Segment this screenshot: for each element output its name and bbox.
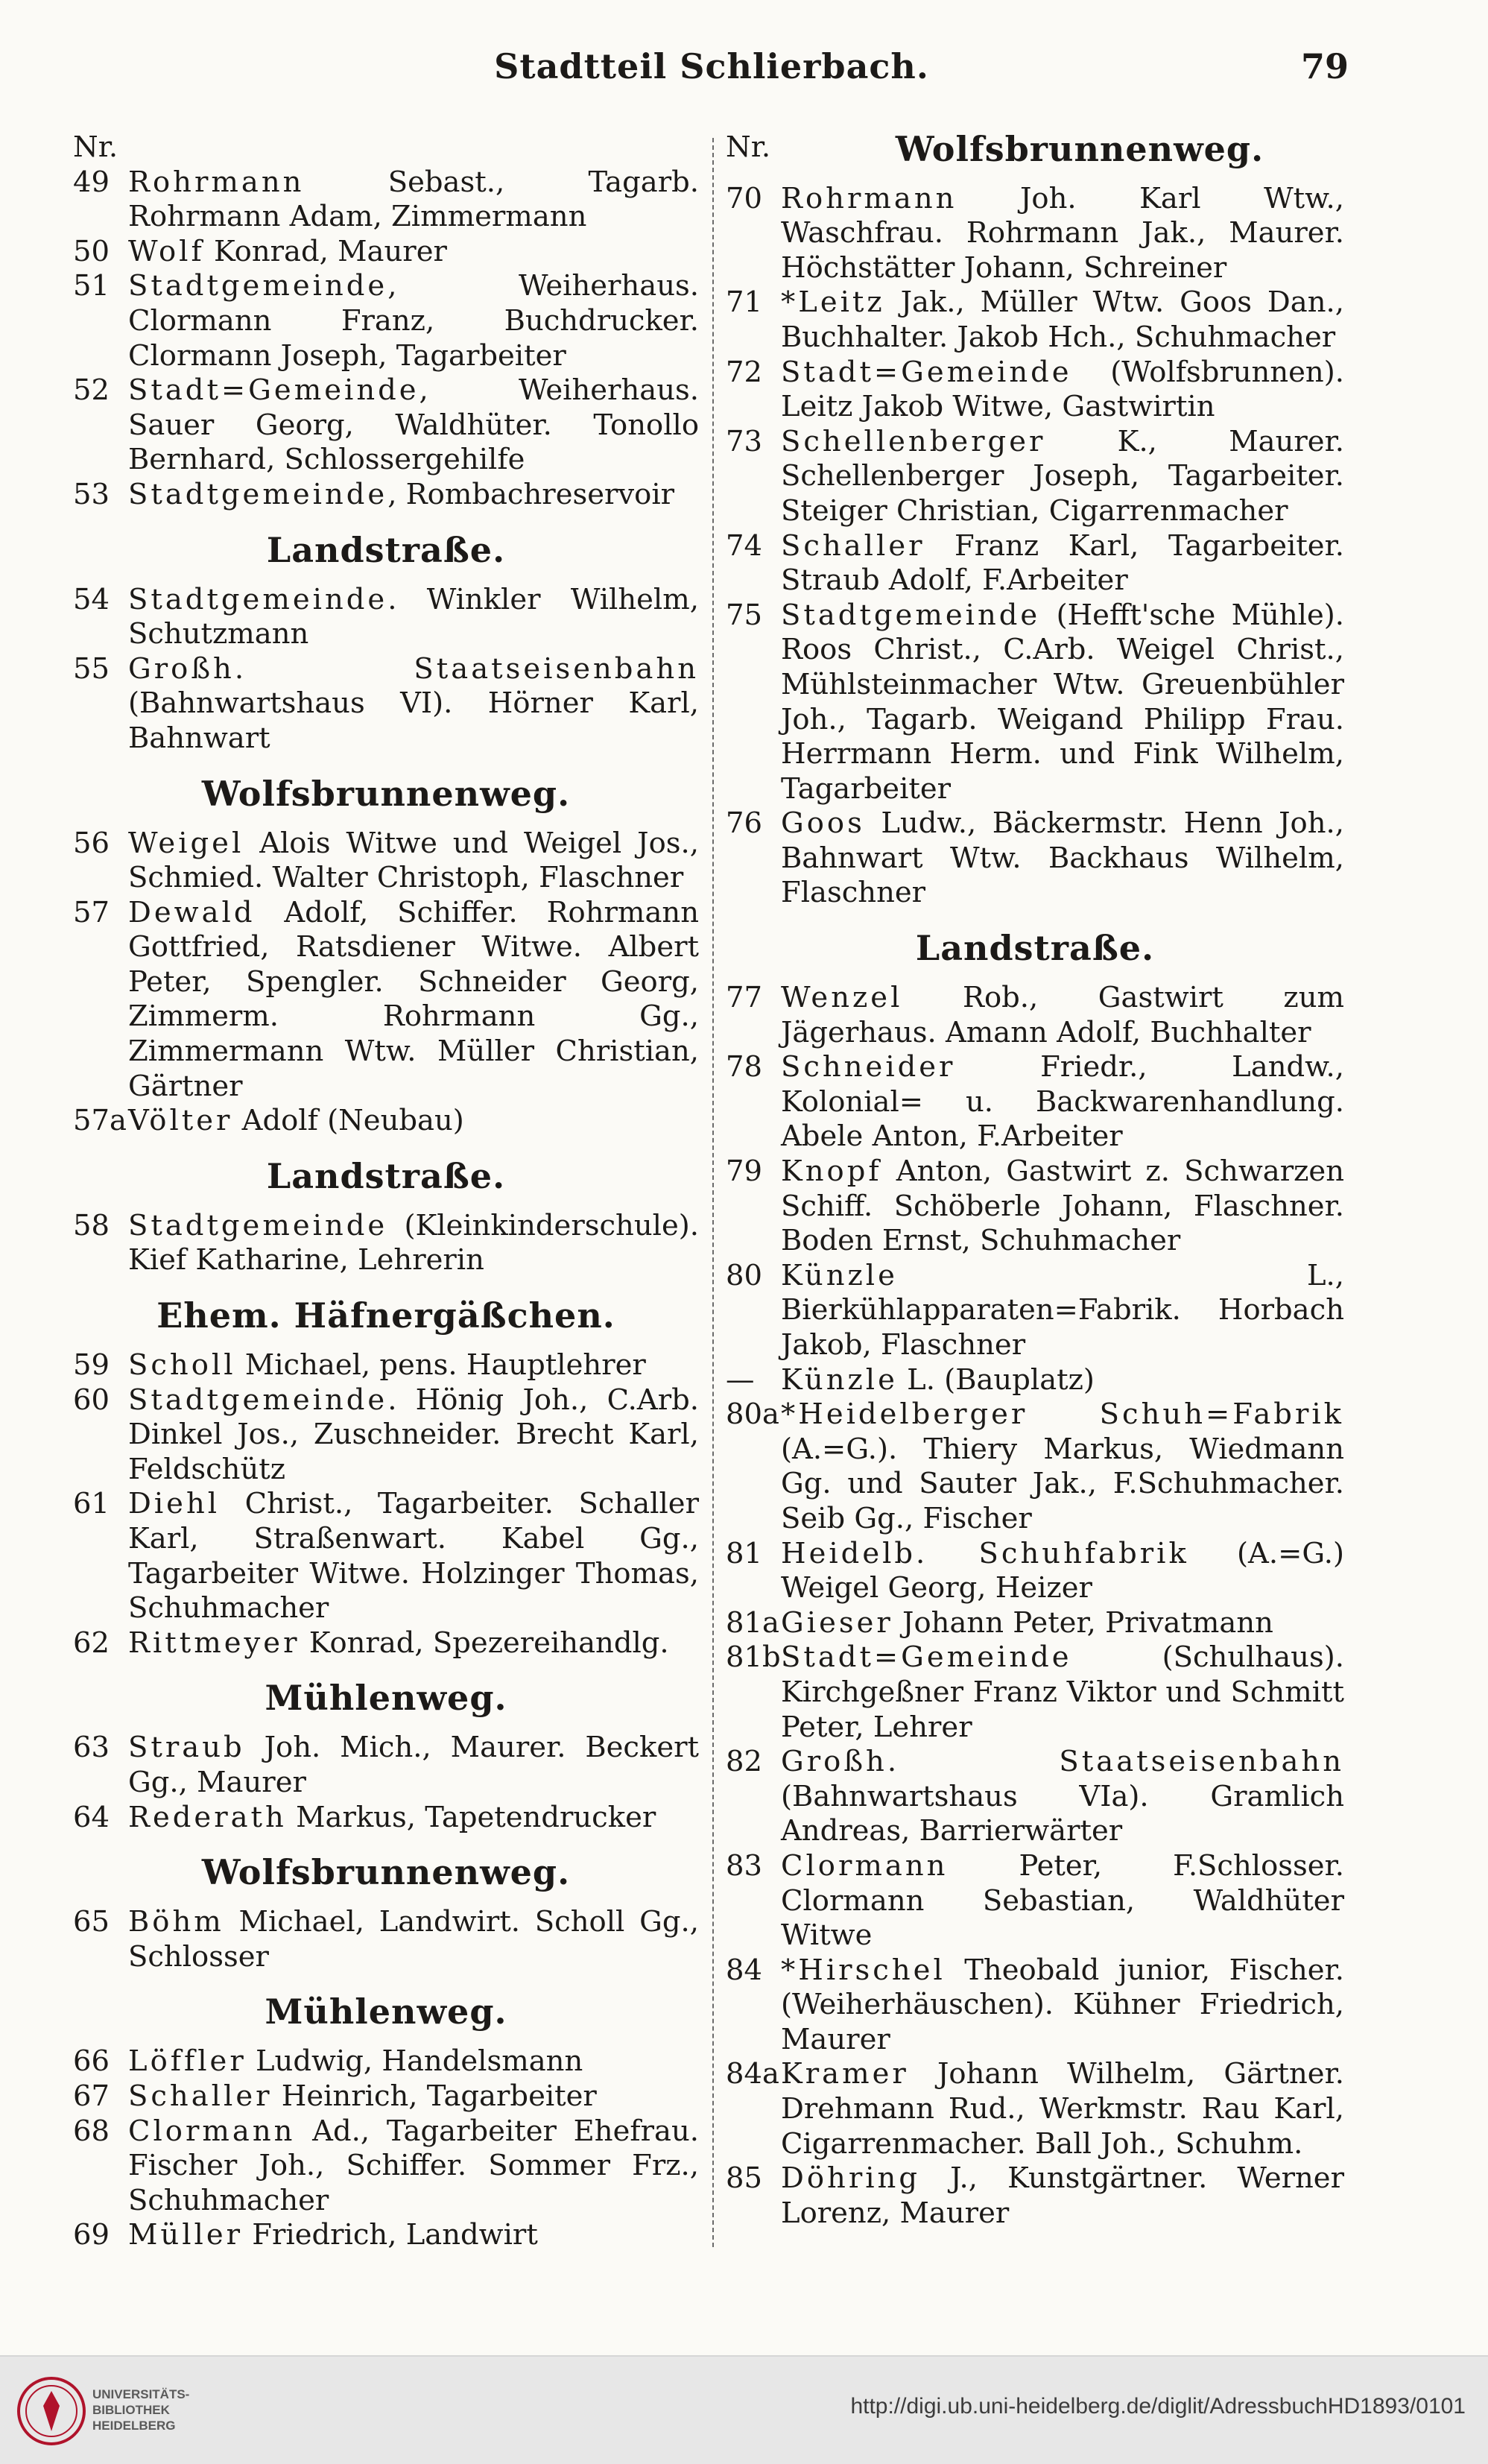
entry-text: (Wolfsbrunnen). Leitz Jakob Witwe, Gastwirtin [781,355,1344,424]
house-number: 52 [73,373,110,408]
owner-name: Stadtgemeinde [128,269,388,303]
address-entry [73,1209,699,1278]
address-entry [73,1801,699,1836]
house-number: 81a [726,1605,779,1640]
house-number: 66 [73,2044,110,2079]
entry-text: Adolf (Neubau) [232,1104,464,1138]
address-entry [726,1363,1344,1398]
entry-text: , Weiherhaus. Sauer Georg, Waldhüter. Tonollo Bernhard, Schlossergehilfe [128,373,699,477]
running-head [75,46,1349,98]
house-number: 72 [726,355,762,389]
house-number: 63 [73,1731,110,1765]
owner-name: Schneider [781,1050,956,1084]
street-heading: Landstraße. [266,1155,506,1196]
entry-text: Franz Karl, Tagarbeiter. Straub Adolf, F.Arbeiter [781,528,1344,598]
address-entry [726,1849,1344,1953]
address-entry [726,182,1344,286]
house-number: 77 [726,981,762,1015]
owner-name: Künzle [781,1258,898,1292]
house-number: 54 [73,582,110,616]
entry-text: . Hönig Joh., C.Arb. Dinkel Jos., Zuschneider. Brecht Karl, Feldschütz [128,1383,699,1486]
house-number: 57a [73,1104,127,1138]
house-number: 83 [726,1848,762,1883]
owner-name: Clormann [781,1848,949,1883]
entry-text: J., Kunstgärtner. Werner Lorenz, Maurer [781,2161,1344,2230]
house-number: 51 [73,269,110,303]
entry-text: Friedrich, Landwirt [243,2218,538,2252]
address-entry [726,356,1344,425]
owner-name: Rohrmann [781,181,957,215]
house-number: 53 [73,477,110,511]
owner-name: Gieser [781,1605,893,1640]
logo-line: HEIDELBERG [92,2419,176,2433]
owner-name: Weigel [128,826,244,860]
address-entry [726,285,1344,355]
address-entry [726,1745,1344,1849]
entry-text: (A.=G.) Weigel Georg, Heizer [781,1536,1344,1605]
address-entry [73,478,699,513]
entry-text: Peter, F.Schlosser. Clormann Sebastian, Waldhüter Witwe [781,1848,1344,1953]
university-seal-icon [16,2376,86,2446]
owner-name: Stadtgemeinde [128,582,388,616]
address-entry [73,1905,699,1974]
entry-text: (Bahnwartshaus VI). Hörner Karl, Bahnwart [128,686,699,755]
address-entry [726,1050,1344,1154]
house-number: 82 [726,1745,762,1779]
page-number: 79 [1300,46,1349,86]
entry-text: Ludw., Bäckermstr. Henn Joh., Bahnwart Wtw. Backhaus Wilhelm, Flaschner [781,806,1344,910]
nr-column-label: Nr. [726,130,771,164]
address-entry [73,652,699,756]
address-entry [73,1104,699,1139]
owner-name: Scholl [128,1348,236,1383]
entry-text: Konrad, Maurer [204,234,447,268]
entry-text: Rob., Gastwirt zum Jägerhaus. Amann Adolf, Buchhalter [781,981,1344,1049]
owner-name: Dewald [128,895,256,929]
address-entry [726,598,1344,807]
owner-name: Döhring [781,2161,921,2196]
entry-text: (Hefft'sche Mühle). Roos Christ., C.Arb. Weigel Christ., Mühlsteinmacher Wtw. Greuenbühler Joh., Tagarb. Weigand Philipp Frau. Herrmann Herm. und Fink Wilhelm, Tagarbeiter [781,598,1344,806]
address-entry [726,425,1344,529]
house-number: 60 [73,1383,110,1417]
logo-line: UNIVERSITÄTS- [92,2387,190,2401]
address-entry [726,806,1344,911]
house-number: 75 [726,598,762,632]
house-number: 78 [726,1050,762,1084]
owner-name: Stadt=Gemeinde [781,1640,1072,1675]
owner-name: Straub [128,1731,245,1765]
entry-text: (A.=G.). Thiery Markus, Wiedmann Gg. und Sauter Jak., F.Schuhmacher. Seib Gg., Fischer [781,1432,1344,1535]
page-title: Stadtteil Schlierbach. [494,46,929,86]
entry-text: Heinrich, Tagarbeiter [272,2079,597,2113]
entry-text: Markus, Tapetendrucker [286,1800,656,1834]
owner-name: *Hirschel [781,1953,946,1987]
house-number: 84a [726,2057,779,2091]
entry-text: (Schulhaus). Kirchgeßner Franz Viktor und Schmitt Peter, Lehrer [781,1640,1344,1744]
address-entry [73,235,699,270]
owner-name: Großh. Staatseisenbahn [128,651,699,686]
address-entry [73,373,699,478]
owner-name: Künzle [781,1362,898,1397]
owner-name: Rittmeyer [128,1626,300,1660]
house-number: 55 [73,651,110,686]
house-number: 65 [73,1905,110,1939]
street-heading: Wolfsbrunnenweg. [895,128,1264,169]
address-entry [73,1731,699,1800]
entry-text: Christ., Tagarbeiter. Schaller Karl, Straßenwart. Kabel Gg., Tagarbeiter Witwe. Holzinger Thomas, Schuhmacher [128,1487,699,1626]
house-number: 61 [73,1487,110,1521]
entry-text: Ludwig, Handelsmann [246,2044,583,2079]
entry-text: Anton, Gastwirt z. Schwarzen Schiff. Schöberle Johann, Flaschner. Boden Ernst, Schuhmacher [781,1154,1344,1258]
address-entry [73,2114,699,2219]
address-entry [73,1383,699,1488]
address-entry [73,896,699,1105]
street-heading: Wolfsbrunnenweg. [201,1852,571,1893]
house-number: 70 [726,181,762,215]
entry-text: K., Maurer. Schellenberger Joseph, Tagarbeiter. Steiger Christian, Cigarrenmacher [781,424,1344,528]
owner-name: *Heidelberger Schuh=Fabrik [781,1397,1344,1432]
house-number: 81 [726,1536,762,1570]
owner-name: Heidelb. Schuhfabrik [781,1536,1189,1570]
street-heading: Mühlenweg. [265,1991,507,2032]
house-number: 80a [726,1397,779,1432]
house-number: 73 [726,424,762,458]
address-entry [726,1259,1344,1363]
house-number: 56 [73,826,110,860]
house-number: 59 [73,1348,110,1383]
address-entry [726,1640,1344,1745]
entry-text: (Bahnwartshaus VIa). Gramlich Andreas, Barrierwärter [781,1779,1344,1848]
address-entry [73,2044,699,2079]
house-number: 81b [726,1640,781,1675]
logo-line: BIBLIOTHEK [92,2403,170,2417]
owner-name: Großh. Staatseisenbahn [781,1745,1344,1779]
address-entry [73,1626,699,1661]
address-entry [73,1348,699,1383]
entry-text: L., Bierkühlapparaten=Fabrik. Horbach Jakob, Flaschner [781,1258,1344,1362]
owner-name: Böhm [128,1905,224,1939]
house-number: 50 [73,234,110,268]
owner-name: Kramer [781,2057,909,2091]
owner-name: Stadtgemeinde [781,598,1041,632]
entry-text: Adolf, Schiffer. Rohrmann Gottfried, Ratsdiener Witwe. Albert Peter, Spengler. Schneider Georg, Zimmerm. Rohrmann Gg., Zimmermann Wtw. Müller Christian, Gärtner [128,895,699,1103]
owner-name: Stadt=Gemeinde [128,373,420,408]
entry-text: , Rombachreservoir [387,477,675,511]
source-url-link[interactable]: http://digi.ub.uni-heidelberg.de/diglit/AdressbuchHD1893/0101 [850,2394,1466,2419]
street-heading: Wolfsbrunnenweg. [201,773,571,814]
address-entry [73,2218,699,2253]
address-entry [73,827,699,896]
owner-name: Clormann [128,2114,296,2148]
house-number: 62 [73,1626,110,1660]
entry-text: , Weiherhaus. Clormann Franz, Buchdrucker. Clormann Joseph, Tagarbeiter [128,269,699,373]
owner-name: Schellenberger [781,424,1046,458]
house-number: 67 [73,2079,110,2113]
entry-text: Theobald junior, Fischer. (Weiherhäuschen). Kühner Friedrich, Maurer [781,1953,1344,2056]
owner-name: Stadtgemeinde [128,1208,388,1242]
entry-text: Michael, Landwirt. Scholl Gg., Schlosser [128,1905,699,1974]
owner-name: Stadtgemeinde [128,1383,388,1417]
street-heading: Landstraße. [915,928,1155,969]
entry-text: Johann Peter, Privatmann [893,1605,1273,1640]
entry-text: Ad., Tagarbeiter Ehefrau. Fischer Joh., Schiffer. Sommer Frz., Schuhmacher [128,2114,699,2217]
address-entry [726,1397,1344,1536]
house-number: 76 [726,806,762,841]
entry-text: Konrad, Spezereihandlg. [300,1626,669,1660]
house-number: 58 [73,1208,110,1242]
house-number: 80 [726,1258,762,1292]
entry-text: . Winkler Wilhelm, Schutzmann [128,582,699,651]
owner-name: Stadtgemeinde [128,477,388,511]
house-number: 84 [726,1953,762,1987]
owner-name: Wolf [128,234,205,268]
entry-text: Joh. Mich., Maurer. Beckert Gg., Maurer [128,1731,699,1799]
entry-text: L. (Bauplatz) [897,1362,1095,1397]
street-heading: Mühlenweg. [265,1678,507,1719]
entry-text: Friedr., Landw., Kolonial= u. Backwarenhandlung. Abele Anton, F.Arbeiter [781,1050,1344,1154]
owner-name: *Leitz [781,285,885,320]
owner-name: Stadt=Gemeinde [781,355,1072,389]
address-entry [726,2161,1344,2231]
address-entry [73,269,699,373]
owner-name: Rohrmann [128,165,305,199]
digitization-footer [0,2355,1488,2464]
address-entry [726,529,1344,598]
address-entry [726,1606,1344,1641]
street-heading: Ehem. Häfnergäßchen. [156,1295,615,1336]
house-number: 57 [73,895,110,929]
owner-name: Rederath [128,1800,287,1834]
owner-name: Diehl [128,1487,221,1521]
column-divider [712,138,714,2247]
house-number: 69 [73,2218,110,2252]
nr-column-label: Nr. [73,130,118,164]
entry-text: Michael, pens. Hauptlehrer [235,1348,646,1383]
address-entry [73,1487,699,1626]
entry-text: (Kleinkinderschule). Kief Katharine, Lehrerin [128,1208,699,1277]
right-column [726,130,1344,2231]
entry-text: Sebast., Tagarb. Rohrmann Adam, Zimmermann [128,165,699,234]
house-number: 74 [726,528,762,563]
entry-text: Jak., Müller Wtw. Goos Dan., Buchhalter. Jakob Hch., Schuhmacher [781,285,1344,354]
owner-name: Müller [128,2218,244,2252]
owner-name: Löffler [128,2044,247,2079]
house-number: 68 [73,2114,110,2148]
house-number: 79 [726,1154,762,1189]
street-heading: Landstraße. [266,529,506,570]
house-number: — [726,1362,755,1397]
address-entry [726,2057,1344,2161]
address-entry [726,981,1344,1050]
owner-name: Goos [781,806,865,841]
address-entry [726,1154,1344,1259]
owner-name: Schaller [781,528,925,563]
house-number: 64 [73,1800,110,1834]
house-number: 71 [726,285,762,320]
owner-name: Völter [128,1104,233,1138]
entry-text: Alois Witwe und Weigel Jos., Schmied. Walter Christoph, Flaschner [128,826,699,895]
address-entry [73,165,699,235]
address-entry [726,1537,1344,1606]
address-entry [73,2079,699,2114]
address-entry [73,583,699,652]
entry-text: Joh. Karl Wtw., Waschfrau. Rohrmann Jak., Maurer. Höchstätter Johann, Schreiner [781,181,1344,285]
owner-name: Knopf [781,1154,882,1189]
entry-text: Johann Wilhelm, Gärtner. Drehmann Rud., Werkmstr. Rau Karl, Cigarrenmacher. Ball Joh., Schuhm. [781,2057,1344,2161]
library-logo-text [92,2386,189,2433]
left-column [73,130,699,2253]
house-number: 49 [73,165,110,199]
house-number: 85 [726,2161,762,2196]
owner-name: Schaller [128,2079,273,2113]
address-entry [726,1953,1344,2058]
owner-name: Wenzel [781,981,903,1015]
